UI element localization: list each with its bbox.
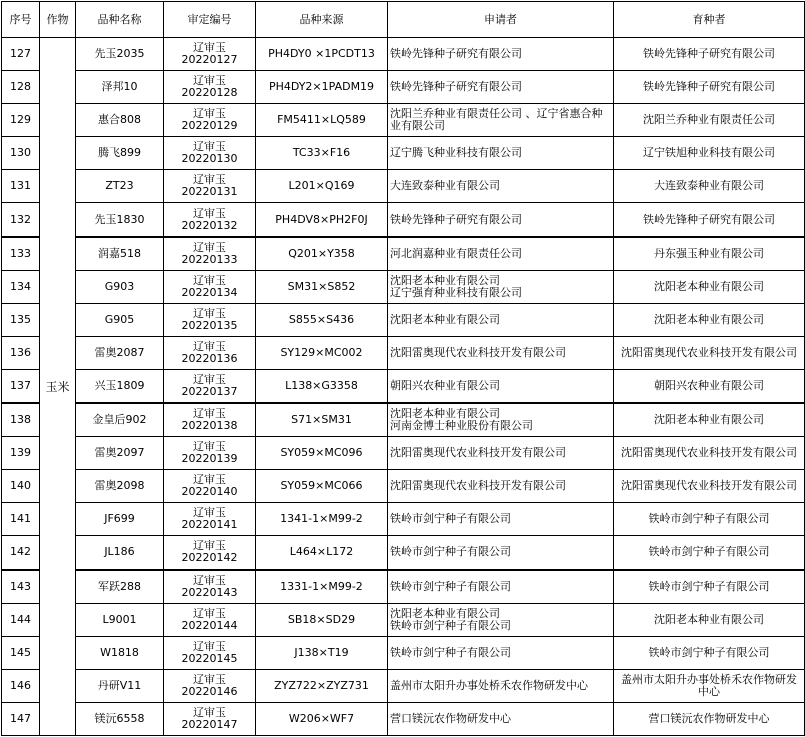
breeder-cell: 铁岭先锋种子研究有限公司 bbox=[614, 38, 805, 71]
applicant-cell: 大连致泰种业有限公司 bbox=[388, 170, 614, 203]
seq-cell: 140 bbox=[2, 470, 40, 503]
breeder-cell: 铁岭市剑宁种子有限公司 bbox=[614, 536, 805, 570]
approval-number-cell: 辽审玉20220129 bbox=[164, 104, 256, 137]
seq-cell: 142 bbox=[2, 536, 40, 570]
table-row bbox=[2, 369, 805, 403]
applicant-cell: 辽宁腾飞种业科技有限公司 bbox=[388, 137, 614, 170]
variety-source-cell: FM5411×LQ589 bbox=[256, 104, 388, 137]
crop-cell: 玉米 bbox=[40, 38, 76, 736]
variety-name-cell: ZT23 bbox=[76, 170, 164, 203]
approval-number-cell: 辽审玉20220136 bbox=[164, 336, 256, 369]
breeder-cell: 铁岭市剑宁种子有限公司 bbox=[614, 570, 805, 604]
seq-cell: 135 bbox=[2, 303, 40, 336]
breeder-cell: 丹东强玉种业有限公司 bbox=[614, 237, 805, 271]
variety-source-cell: L201×Q169 bbox=[256, 170, 388, 203]
table-row bbox=[2, 702, 805, 735]
table-row bbox=[2, 104, 805, 137]
breeder-cell: 沈阳兰乔种业有限责任公司 bbox=[614, 104, 805, 137]
table-row bbox=[2, 403, 805, 437]
variety-name-cell: 镁沅6558 bbox=[76, 702, 164, 735]
variety-source-cell: Q201×Y358 bbox=[256, 237, 388, 271]
variety-name-cell: 兴玉1809 bbox=[76, 369, 164, 403]
variety-name-cell: 丹研V11 bbox=[76, 669, 164, 702]
applicant-cell: 铁岭先锋种子研究有限公司 bbox=[388, 71, 614, 104]
table-row bbox=[2, 203, 805, 237]
seq-cell: 132 bbox=[2, 203, 40, 237]
applicant-cell: 沈阳老本种业有限公司 河南金博士种业股份有限公司 bbox=[388, 403, 614, 437]
variety-source-cell: SY129×MC002 bbox=[256, 336, 388, 369]
breeder-cell: 沈阳老本种业有限公司 bbox=[614, 403, 805, 437]
table-row bbox=[2, 303, 805, 336]
applicant-cell: 铁岭先锋种子研究有限公司 bbox=[388, 203, 614, 237]
approval-number-cell: 辽审玉20220137 bbox=[164, 369, 256, 403]
variety-name-cell: JL186 bbox=[76, 536, 164, 570]
variety-name-cell: 雷奥2097 bbox=[76, 437, 164, 470]
breeder-cell: 沈阳雷奥现代农业科技开发有限公司 bbox=[614, 336, 805, 369]
approval-number-cell: 辽审玉20220138 bbox=[164, 403, 256, 437]
variety-name-cell: 惠合808 bbox=[76, 104, 164, 137]
breeder-cell: 沈阳雷奥现代农业科技开发有限公司 bbox=[614, 437, 805, 470]
variety-source-cell: L464×L172 bbox=[256, 536, 388, 570]
approval-number-cell: 辽审玉20220135 bbox=[164, 303, 256, 336]
table-row bbox=[2, 38, 805, 71]
breeder-cell: 盖州市太阳升办事处桥禾农作物研发中心 bbox=[614, 669, 805, 702]
applicant-cell: 朝阳兴农种业有限公司 bbox=[388, 369, 614, 403]
breeder-cell: 铁岭先锋种子研究有限公司 bbox=[614, 71, 805, 104]
table-row bbox=[2, 137, 805, 170]
variety-name-cell: 金皇后902 bbox=[76, 403, 164, 437]
seq-cell: 127 bbox=[2, 38, 40, 71]
approval-number-cell: 辽审玉20220143 bbox=[164, 570, 256, 604]
approval-number-cell: 辽审玉20220144 bbox=[164, 603, 256, 636]
header-row bbox=[2, 2, 805, 38]
applicant-cell: 沈阳雷奥现代农业科技开发有限公司 bbox=[388, 470, 614, 503]
variety-source-cell: W206×WF7 bbox=[256, 702, 388, 735]
approval-number-cell: 辽审玉20220128 bbox=[164, 71, 256, 104]
variety-name-cell: JF699 bbox=[76, 503, 164, 536]
seq-cell: 129 bbox=[2, 104, 40, 137]
approval-number-cell: 辽审玉20220127 bbox=[164, 38, 256, 71]
variety-source-cell: 1331-1×M99-2 bbox=[256, 570, 388, 604]
header-breeder: 育种者 bbox=[614, 2, 805, 38]
variety-name-cell: 先玉1830 bbox=[76, 203, 164, 237]
applicant-cell: 沈阳雷奥现代农业科技开发有限公司 bbox=[388, 437, 614, 470]
applicant-cell: 沈阳老本种业有限公司 辽宁强育种业科技有限公司 bbox=[388, 270, 614, 303]
seq-cell: 133 bbox=[2, 237, 40, 271]
variety-source-cell: PH4DV8×PH2F0J bbox=[256, 203, 388, 237]
table-row bbox=[2, 336, 805, 369]
table-row bbox=[2, 270, 805, 303]
variety-source-cell: ZYZ722×ZYZ731 bbox=[256, 669, 388, 702]
seq-cell: 134 bbox=[2, 270, 40, 303]
approval-number-cell: 辽审玉20220145 bbox=[164, 636, 256, 669]
applicant-cell: 铁岭市剑宁种子有限公司 bbox=[388, 636, 614, 669]
variety-name-cell: G903 bbox=[76, 270, 164, 303]
variety-name-cell: 泽邦10 bbox=[76, 71, 164, 104]
approval-number-cell: 辽审玉20220139 bbox=[164, 437, 256, 470]
seq-cell: 145 bbox=[2, 636, 40, 669]
applicant-cell: 沈阳老本种业有限公司 bbox=[388, 303, 614, 336]
breeder-cell: 铁岭先锋种子研究有限公司 bbox=[614, 203, 805, 237]
applicant-cell: 沈阳老本种业有限公司 铁岭市剑宁种子有限公司 bbox=[388, 603, 614, 636]
variety-source-cell: J138×T19 bbox=[256, 636, 388, 669]
table-row bbox=[2, 71, 805, 104]
applicant-cell: 盖州市太阳升办事处桥禾农作物研发中心 bbox=[388, 669, 614, 702]
variety-source-cell: PH4DY2×1PADM19 bbox=[256, 71, 388, 104]
breeder-cell: 铁岭市剑宁种子有限公司 bbox=[614, 503, 805, 536]
approval-number-cell: 辽审玉20220131 bbox=[164, 170, 256, 203]
table-row bbox=[2, 237, 805, 271]
seq-cell: 136 bbox=[2, 336, 40, 369]
applicant-cell: 铁岭市剑宁种子有限公司 bbox=[388, 503, 614, 536]
approval-number-cell: 辽审玉20220130 bbox=[164, 137, 256, 170]
variety-name-cell: 雷奥2087 bbox=[76, 336, 164, 369]
seq-cell: 143 bbox=[2, 570, 40, 604]
table-row bbox=[2, 170, 805, 203]
table-row bbox=[2, 603, 805, 636]
seq-cell: 141 bbox=[2, 503, 40, 536]
variety-source-cell: PH4DY0 ×1PCDT13 bbox=[256, 38, 388, 71]
table-row bbox=[2, 470, 805, 503]
applicant-cell: 铁岭市剑宁种子有限公司 bbox=[388, 570, 614, 604]
variety-source-cell: SY059×MC096 bbox=[256, 437, 388, 470]
variety-source-cell: S71×SM31 bbox=[256, 403, 388, 437]
variety-name-cell: 军跃288 bbox=[76, 570, 164, 604]
approval-number-cell: 辽审玉20220134 bbox=[164, 270, 256, 303]
approval-number-cell: 辽审玉20220140 bbox=[164, 470, 256, 503]
table-row bbox=[2, 536, 805, 570]
variety-name-cell: 润嘉518 bbox=[76, 237, 164, 271]
breeder-cell: 沈阳老本种业有限公司 bbox=[614, 270, 805, 303]
table-row bbox=[2, 437, 805, 470]
breeder-cell: 营口镁沅农作物研发中心 bbox=[614, 702, 805, 735]
applicant-cell: 沈阳兰乔种业有限责任公司 、辽宁省惠合种业有限公司 bbox=[388, 104, 614, 137]
seq-cell: 147 bbox=[2, 702, 40, 735]
seq-cell: 138 bbox=[2, 403, 40, 437]
seq-cell: 130 bbox=[2, 137, 40, 170]
variety-name-cell: 雷奥2098 bbox=[76, 470, 164, 503]
seq-cell: 139 bbox=[2, 437, 40, 470]
applicant-cell: 营口镁沅农作物研发中心 bbox=[388, 702, 614, 735]
variety-source-cell: SY059×MC066 bbox=[256, 470, 388, 503]
seq-cell: 137 bbox=[2, 369, 40, 403]
approval-number-cell: 辽审玉20220146 bbox=[164, 669, 256, 702]
header-approval-number: 审定编号 bbox=[164, 2, 256, 38]
seq-cell: 131 bbox=[2, 170, 40, 203]
approval-number-cell: 辽审玉20220132 bbox=[164, 203, 256, 237]
seq-cell: 146 bbox=[2, 669, 40, 702]
header-variety-name: 品种名称 bbox=[76, 2, 164, 38]
header-seq: 序号 bbox=[2, 2, 40, 38]
breeder-cell: 沈阳老本种业有限公司 bbox=[614, 603, 805, 636]
breeder-cell: 铁岭市剑宁种子有限公司 bbox=[614, 636, 805, 669]
variety-source-cell: SB18×SD29 bbox=[256, 603, 388, 636]
variety-name-cell: 先玉2035 bbox=[76, 38, 164, 71]
breeder-cell: 朝阳兴农种业有限公司 bbox=[614, 369, 805, 403]
header-variety-source: 品种来源 bbox=[256, 2, 388, 38]
approval-number-cell: 辽审玉20220141 bbox=[164, 503, 256, 536]
variety-source-cell: SM31×S852 bbox=[256, 270, 388, 303]
table-row bbox=[2, 570, 805, 604]
variety-name-cell: L9001 bbox=[76, 603, 164, 636]
table-row bbox=[2, 636, 805, 669]
variety-source-cell: TC33×F16 bbox=[256, 137, 388, 170]
variety-source-cell: L138×G3358 bbox=[256, 369, 388, 403]
variety-name-cell: W1818 bbox=[76, 636, 164, 669]
header-crop: 作物 bbox=[40, 2, 76, 38]
variety-source-cell: S855×S436 bbox=[256, 303, 388, 336]
breeder-cell: 大连致泰种业有限公司 bbox=[614, 170, 805, 203]
applicant-cell: 铁岭先锋种子研究有限公司 bbox=[388, 38, 614, 71]
breeder-cell: 辽宁铁旭种业科技有限公司 bbox=[614, 137, 805, 170]
variety-source-cell: 1341-1×M99-2 bbox=[256, 503, 388, 536]
table-row bbox=[2, 669, 805, 702]
header-applicant: 申请者 bbox=[388, 2, 614, 38]
variety-approval-table bbox=[1, 1, 805, 736]
applicant-cell: 河北润嘉种业有限责任公司 bbox=[388, 237, 614, 271]
seq-cell: 128 bbox=[2, 71, 40, 104]
approval-number-cell: 辽审玉20220142 bbox=[164, 536, 256, 570]
breeder-cell: 沈阳雷奥现代农业科技开发有限公司 bbox=[614, 470, 805, 503]
seq-cell: 144 bbox=[2, 603, 40, 636]
table-row bbox=[2, 503, 805, 536]
variety-name-cell: 腾飞899 bbox=[76, 137, 164, 170]
applicant-cell: 铁岭市剑宁种子有限公司 bbox=[388, 536, 614, 570]
breeder-cell: 沈阳老本种业有限公司 bbox=[614, 303, 805, 336]
approval-number-cell: 辽审玉20220147 bbox=[164, 702, 256, 735]
applicant-cell: 沈阳雷奥现代农业科技开发有限公司 bbox=[388, 336, 614, 369]
variety-name-cell: G905 bbox=[76, 303, 164, 336]
table-body bbox=[2, 38, 805, 736]
approval-number-cell: 辽审玉20220133 bbox=[164, 237, 256, 271]
